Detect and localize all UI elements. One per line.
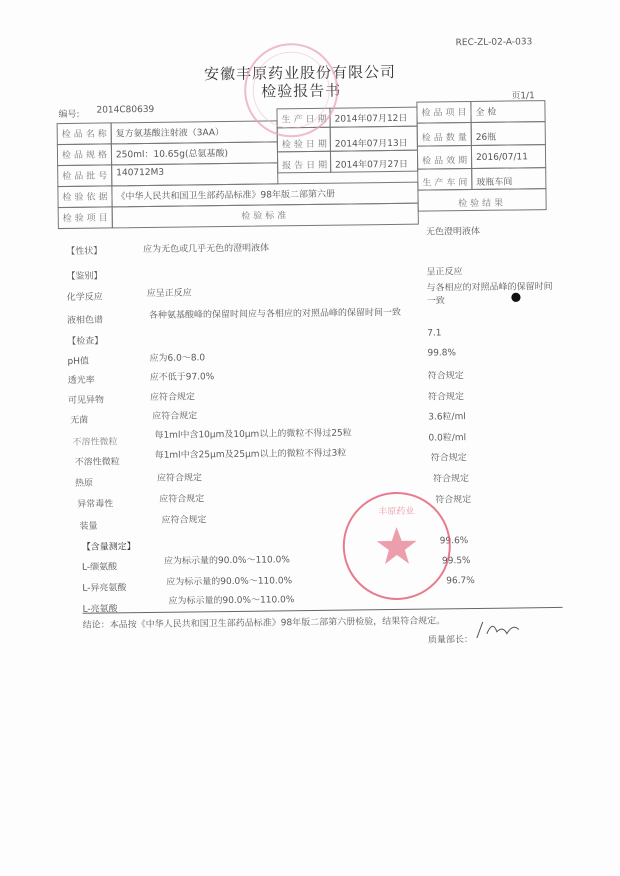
basis: 《中华人民共和国卫生部药品标准》98年版二部第六册 [111, 182, 418, 208]
item-result: 一致 [426, 296, 445, 307]
company-seal-bottom [336, 488, 457, 604]
item-name: 不溶性微粒 [72, 437, 118, 448]
workshop-label: 生产车间 [417, 168, 472, 191]
item-standard: 应符合规定 [159, 494, 205, 505]
item-name: pH值 [67, 356, 90, 367]
expiry: 2016/07/11 [471, 144, 546, 169]
spec: 250ml：10.65g(总氨基酸) [111, 141, 278, 165]
item-result: 无色澄明液体 [425, 226, 481, 238]
item-name: 无菌 [70, 415, 89, 426]
item-standard: 应呈正反应 [146, 288, 192, 299]
mfg-date-label: 生产日期 [276, 108, 330, 129]
item-standard: 应为无色或几乎无色的澄明液体 [143, 243, 270, 256]
item-name: 装量 [79, 521, 98, 532]
item-result: 7.1 [427, 328, 442, 339]
item-standard: 应为标示量的90.0%～110.0% [166, 576, 293, 588]
basis-label: 检验依据 [57, 185, 112, 208]
item-name: 【检查】 [67, 336, 104, 347]
item-name: 异常毒性 [77, 499, 114, 510]
item-result: 符合规定 [432, 474, 470, 485]
item-result: 符合规定 [430, 453, 467, 464]
qa-label: 质量部长： [427, 635, 474, 646]
workshop: 玻瓶车间 [471, 167, 546, 190]
item-result: 符合规定 [427, 392, 465, 403]
item-standard: 应符合规定 [156, 473, 203, 484]
serial-label: 编号: [58, 109, 80, 121]
item-standard: 各种氨基酸峰的保留时间应与各相应的对照品峰的保留时间一致 [148, 307, 402, 321]
item-name: 不溶性微粒 [74, 457, 120, 468]
page-number: 页1/1 [511, 91, 535, 102]
test-date-label: 检验日期 [277, 127, 331, 153]
item-result: 符合规定 [427, 371, 464, 382]
qty: 26瓶 [471, 121, 546, 146]
item-result: 0.0粒/ml [428, 433, 467, 444]
batch: 140712M3 [111, 162, 278, 186]
product-name: 复方氨基酸注射液（3AA） [111, 120, 278, 144]
report-date: 2014年07月27日 [330, 150, 418, 173]
item-name: 液相色谱 [66, 315, 104, 326]
expiry-label: 检品效期 [417, 145, 472, 170]
item-result: 符合规定 [435, 495, 472, 506]
item-name: 化学反应 [66, 292, 103, 303]
item-standard: 应符合规定 [149, 392, 196, 403]
item-standard: 应符合规定 [161, 515, 207, 526]
item-standard: 应为标示量的90.0%～110.0% [163, 555, 290, 567]
divider [83, 607, 563, 614]
item-standard: 应不低于97.0% [149, 372, 215, 383]
report-title: 检验报告书 [261, 81, 342, 101]
item-name: 【鉴别】 [66, 271, 103, 282]
ink-blot: ● [510, 289, 522, 304]
spec-label: 检品规格 [57, 143, 112, 166]
conclusion: 结论：本品按《中华人民共和国卫生部药品标准》98年版二部第六册检验，结果符合规定。 [82, 616, 446, 631]
item-result: 3.6粒/ml [428, 412, 466, 423]
item-name: 【含量测定】 [81, 542, 136, 553]
scope-label: 检品项目 [416, 101, 471, 124]
item-name: 透光率 [67, 375, 95, 386]
item-name: 可见异物 [67, 395, 105, 406]
item-name: 【性状】 [66, 246, 103, 257]
doc-code: REC-ZL-02-A-033 [455, 37, 533, 49]
product-name-label: 检品名称 [57, 122, 112, 145]
company-name: 安徽丰原药业股份有限公司 [203, 62, 397, 84]
item-result: 96.7% [446, 576, 475, 587]
item-standard: 应符合规定 [152, 411, 198, 422]
item-name: 热原 [74, 478, 94, 489]
item-standard: 每1ml中含25μm及25μm以上的微粒不得过3粒 [154, 448, 347, 461]
report-date-label: 报告日期 [277, 151, 331, 174]
item-standard: 应为6.0～8.0 [149, 353, 206, 364]
item-result: 呈正反应 [426, 267, 463, 278]
item-name: L-异亮氨酸 [82, 583, 127, 594]
item-name: L-缬氨酸 [81, 562, 118, 573]
qty-label: 检品数量 [417, 122, 472, 147]
item-standard: 应为标示量的90.0%～110.0% [168, 595, 295, 607]
svg-text:丰原药业: 丰原药业 [378, 506, 415, 518]
item-result: 99.8% [427, 348, 457, 359]
batch-label: 检品批号 [57, 164, 112, 187]
item-standard: 每1ml中含10μm及10μm以上的微粒不得过25粒 [154, 428, 352, 441]
item-result: 99.6% [439, 536, 469, 547]
scope: 全 检 [470, 100, 545, 123]
test-date: 2014年07月13日 [330, 126, 418, 152]
signature-mark [473, 615, 523, 642]
item-result: 与各相应的对照品峰的保留时间 [426, 282, 553, 294]
item-name: L-亮氨酸 [82, 604, 118, 615]
serial-number: 2014C80639 [96, 104, 155, 116]
item-label: 检验项目 [58, 206, 113, 229]
result-label: 检验结果 [417, 188, 546, 212]
mfg-date: 2014年07月12日 [329, 107, 417, 128]
item-result: 99.5% [441, 556, 471, 567]
standard-label: 检验标准 [112, 203, 419, 229]
